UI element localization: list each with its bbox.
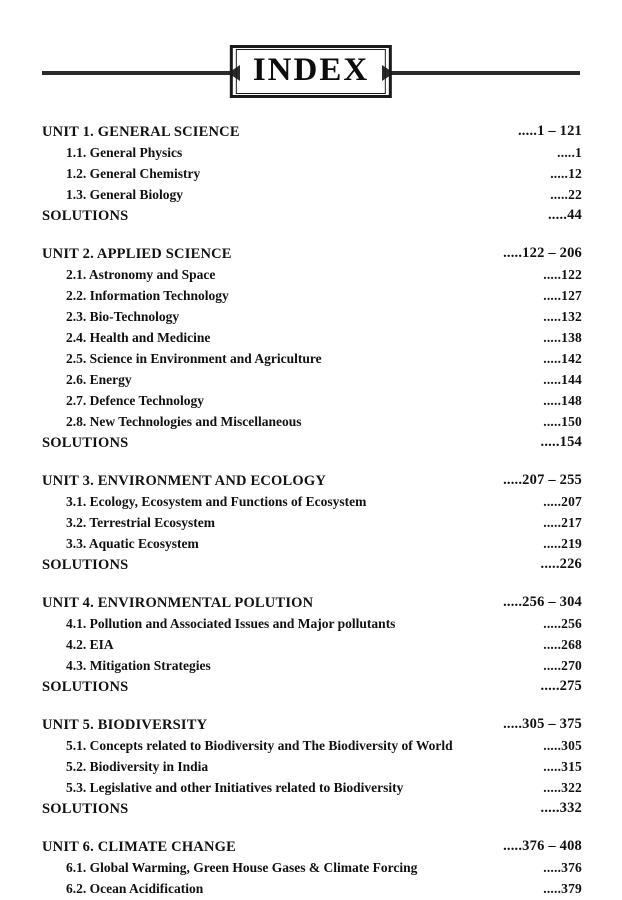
title-box: [230, 45, 392, 98]
toc-solutions-pages: .....275: [540, 678, 582, 694]
toc-entry-row[interactable]: [42, 348, 582, 369]
toc-entry-label: 4.3. Mitigation Strategies: [66, 658, 211, 673]
toc-entry-pages: .....148: [543, 393, 582, 408]
toc-entry-row[interactable]: [42, 634, 582, 655]
toc-solutions-row[interactable]: [42, 798, 582, 819]
toc-solutions-label: SOLUTIONS: [42, 557, 129, 573]
toc-entry-row[interactable]: [42, 369, 582, 390]
toc-unit-row[interactable]: [42, 243, 582, 264]
toc-entry-pages: .....270: [543, 658, 582, 673]
toc-unit-pages: .....122 – 206: [503, 245, 582, 261]
toc-entry-pages: .....207: [543, 494, 582, 509]
toc-entry-label: 1.3. General Biology: [66, 187, 183, 202]
toc-unit-block: [42, 121, 582, 226]
toc-entry-row[interactable]: [42, 411, 582, 432]
toc-entry-pages: .....322: [543, 780, 582, 795]
toc-entry-label: 5.2. Biodiversity in India: [66, 759, 209, 774]
toc-unit-row[interactable]: [42, 121, 582, 142]
toc-entry-row[interactable]: [42, 327, 582, 348]
toc-solutions-pages: .....44: [547, 207, 582, 223]
title-box-inner: [236, 49, 386, 94]
toc-entry-pages: .....22: [550, 187, 582, 202]
title-rule-left: [42, 71, 235, 75]
toc-entry-label: 4.1. Pollution and Associated Issues and Major pollutants: [66, 616, 396, 631]
toc-entry-pages: .....138: [543, 330, 582, 345]
toc-entry-row[interactable]: [42, 512, 582, 533]
toc-entry-pages: .....144: [543, 372, 582, 387]
toc-unit-pages: .....207 – 255: [503, 472, 582, 488]
page-title: INDEX: [252, 52, 370, 88]
toc-unit-row[interactable]: [42, 470, 582, 491]
toc-entry-label: 2.2. Information Technology: [66, 288, 229, 303]
toc-entry-label: 2.5. Science in Environment and Agriculture: [66, 351, 322, 366]
toc-entry-label: 6.1. Global Warming, Green House Gases & Climate Forcing: [66, 860, 418, 875]
toc-entry-label: 3.1. Ecology, Ecosystem and Functions of Ecosystem: [66, 494, 367, 509]
toc-entry-row[interactable]: [42, 777, 582, 798]
toc-unit-pages: .....305 – 375: [503, 716, 582, 732]
index-page: [0, 45, 622, 900]
toc-solutions-label: SOLUTIONS: [42, 208, 129, 224]
toc-entry-row[interactable]: [42, 613, 582, 634]
toc-entry-row[interactable]: [42, 756, 582, 777]
toc-unit-block: [42, 714, 582, 819]
toc-entry-label: 6.2. Ocean Acidification: [66, 881, 204, 896]
toc-entry-label: 2.7. Defence Technology: [66, 393, 204, 408]
toc-entry-label: 5.1. Concepts related to Biodiversity and The Biodiversity of World: [66, 738, 453, 753]
toc-entry-pages: .....142: [543, 351, 582, 366]
toc-entry-label: 2.8. New Technologies and Miscellaneous: [66, 414, 302, 429]
toc-entry-pages: .....256: [543, 616, 582, 631]
toc-entry-row[interactable]: [42, 655, 582, 676]
toc-entry-pages: .....376: [543, 860, 582, 875]
toc-solutions-row[interactable]: [42, 554, 582, 575]
toc-entry-pages: .....1: [557, 145, 582, 160]
toc-entry-pages: .....12: [550, 166, 582, 181]
toc-solutions-row[interactable]: [42, 205, 582, 226]
toc-unit-pages: .....1 – 121: [517, 123, 582, 139]
toc-entry-label: 2.3. Bio-Technology: [66, 309, 180, 324]
toc-entry-label: 2.4. Health and Medicine: [66, 330, 211, 345]
toc-entry-row[interactable]: [42, 878, 582, 899]
toc-entry-row[interactable]: [42, 533, 582, 554]
toc-unit-block: [42, 470, 582, 575]
toc-entry-row[interactable]: [42, 142, 582, 163]
toc-entry-label: 2.1. Astronomy and Space: [66, 267, 216, 282]
toc-entry-row[interactable]: [42, 857, 582, 878]
toc-solutions-pages: .....226: [540, 556, 582, 572]
toc-unit-block: [42, 836, 582, 899]
toc-entry-row[interactable]: [42, 735, 582, 756]
toc-entry-pages: .....150: [543, 414, 582, 429]
toc-entry-pages: .....219: [543, 536, 582, 551]
toc-unit-title: UNIT 3. ENVIRONMENT AND ECOLOGY: [42, 473, 327, 489]
toc-entry-row[interactable]: [42, 184, 582, 205]
toc-entry-label: 4.2. EIA: [66, 637, 114, 652]
toc-entry-pages: .....305: [543, 738, 582, 753]
toc-entry-label: 2.6. Energy: [66, 372, 132, 387]
toc-entry-row[interactable]: [42, 285, 582, 306]
toc-entry-label: 3.3. Aquatic Ecosystem: [66, 536, 199, 551]
toc-entry-pages: .....217: [543, 515, 582, 530]
toc-unit-pages: .....376 – 408: [503, 838, 582, 854]
toc-entry-pages: .....127: [543, 288, 582, 303]
title-rule-right: [387, 71, 580, 75]
toc-unit-block: [42, 592, 582, 697]
toc-entry-row[interactable]: [42, 163, 582, 184]
toc-entry-pages: .....122: [543, 267, 582, 282]
toc-unit-row[interactable]: [42, 592, 582, 613]
toc-unit-title: UNIT 4. ENVIRONMENTAL POLUTION: [42, 595, 314, 611]
toc-entry-pages: .....315: [543, 759, 582, 774]
toc-solutions-label: SOLUTIONS: [42, 435, 129, 451]
toc-entry-pages: .....268: [543, 637, 582, 652]
index-title-banner: [0, 45, 622, 97]
toc-entry-label: 1.2. General Chemistry: [66, 166, 201, 181]
toc-solutions-pages: .....332: [540, 800, 582, 816]
toc-unit-block: [42, 243, 582, 453]
toc-unit-title: UNIT 2. APPLIED SCIENCE: [42, 246, 232, 262]
toc-entry-label: 5.3. Legislative and other Initiatives related to Biodiversity: [66, 780, 404, 795]
toc-unit-pages: .....256 – 304: [503, 594, 582, 610]
toc-solutions-row[interactable]: [42, 676, 582, 697]
toc-solutions-row[interactable]: [42, 432, 582, 453]
toc-unit-title: UNIT 1. GENERAL SCIENCE: [42, 124, 240, 140]
toc-solutions-pages: .....154: [540, 434, 582, 450]
toc-unit-row[interactable]: [42, 714, 582, 735]
toc-entry-pages: .....379: [543, 881, 582, 896]
toc-entry-row[interactable]: [42, 390, 582, 411]
toc-entry-row[interactable]: [42, 491, 582, 512]
toc-unit-title: UNIT 6. CLIMATE CHANGE: [42, 839, 236, 855]
toc-unit-row[interactable]: [42, 836, 582, 857]
toc-entry-pages: .....132: [543, 309, 582, 324]
toc-solutions-label: SOLUTIONS: [42, 679, 129, 695]
toc-entry-row[interactable]: [42, 264, 582, 285]
toc-solutions-label: SOLUTIONS: [42, 801, 129, 817]
toc-unit-title: UNIT 5. BIODIVERSITY: [42, 717, 208, 733]
table-of-contents: [42, 121, 582, 899]
toc-entry-label: 3.2. Terrestrial Ecosystem: [66, 515, 215, 530]
toc-entry-label: 1.1. General Physics: [66, 145, 183, 160]
toc-entry-row[interactable]: [42, 306, 582, 327]
